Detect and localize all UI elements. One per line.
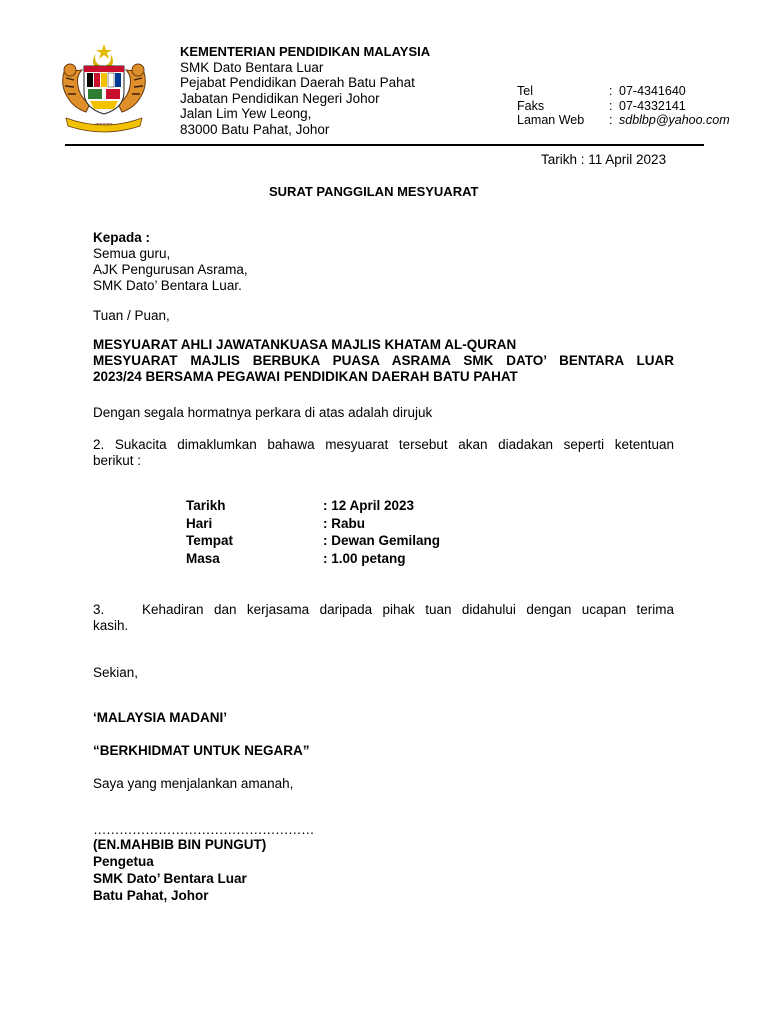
paragraph-thanks [93, 602, 674, 634]
contact-colon: : [609, 113, 613, 127]
detail-value: : Dewan Gemilang [323, 533, 441, 548]
contact-colon: : [609, 84, 613, 98]
ministry-name: KEMENTERIAN PENDIDIKAN MALAYSIA [180, 44, 431, 59]
detail-value: : Rabu [323, 516, 365, 531]
signature-block [93, 836, 266, 904]
state-department: Jabatan Pendidikan Negeri Johor [180, 90, 380, 106]
meeting-details [186, 498, 486, 570]
subject-line: 2023/24 BERSAMA PEGAWAI PENDIDIKAN DAERAH BATU PAHAT [93, 369, 518, 384]
contact-label: Faks [517, 98, 545, 113]
paragraph-line: berikut : [93, 453, 142, 468]
contact-block [517, 84, 747, 132]
closing: Sekian, [93, 665, 139, 680]
subject-block [93, 337, 674, 385]
subject-line: MESYUARAT MAJLIS BERBUKA PUASA ASRAMA SMK DATO’ BENTARA LUAR [93, 353, 674, 368]
paragraph-announcement [93, 437, 674, 469]
contact-label: Laman Web [517, 113, 585, 127]
signatory-title: Pengetua [93, 854, 154, 869]
school-name: SMK Dato Bentara Luar [180, 59, 324, 75]
detail-label: Tempat [186, 533, 234, 548]
detail-label: Tarikh [186, 498, 226, 513]
recipient-label: Kepada : [93, 230, 151, 245]
paragraph-line-1 [93, 602, 674, 618]
svg-text:▪▪▪▪▪▪▪▪▪▪▪▪: ▪▪▪▪▪▪▪▪▪▪▪▪ [95, 121, 113, 126]
recipient-line: AJK Pengurusan Asrama, [93, 262, 248, 277]
detail-value: : 1.00 petang [323, 551, 406, 566]
contact-fax [517, 99, 747, 114]
recipient-block [93, 230, 248, 294]
salutation: Tuan / Puan, [93, 308, 170, 323]
organization-block [180, 44, 430, 138]
signatory-name: (EN.MAHBIB BIN PUNGUT) [93, 837, 267, 852]
contact-email: sdblbp@yahoo.com [619, 113, 730, 127]
contact-web [517, 113, 747, 128]
motto-berkhidmat: “BERKHIDMAT UNTUK NEGARA” [93, 743, 310, 758]
recipient-line: SMK Dato’ Bentara Luar. [93, 278, 242, 293]
letter-title: SURAT PANGGILAN MESYUARAT [269, 184, 479, 199]
letter-date: Tarikh : 11 April 2023 [541, 152, 667, 167]
amanah-line: Saya yang menjalankan amanah, [93, 776, 294, 791]
motto-malaysia-madani: ‘MALAYSIA MADANI’ [93, 710, 228, 725]
signatory-location: Batu Pahat, Johor [93, 888, 209, 903]
contact-value: 07-4332141 [619, 98, 686, 113]
paragraph-line: kasih. [93, 618, 129, 633]
address-city: 83000 Batu Pahat, Johor [180, 121, 330, 137]
detail-value: : 12 April 2023 [323, 498, 415, 513]
signature-dots: …………………………………………… [93, 822, 314, 837]
header-divider [65, 144, 704, 146]
district-office: Pejabat Pendidikan Daerah Batu Pahat [180, 75, 415, 91]
contact-label: Tel [517, 84, 533, 98]
paragraph-number: 3. [93, 602, 105, 617]
recipient-line: Semua guru, [93, 246, 171, 261]
contact-value: 07-4341640 [619, 84, 686, 98]
contact-tel [517, 84, 747, 99]
paragraph-line: 2. Sukacita dimaklumkan bahawa mesyuarat tersebut akan diadakan seperti ketentuan [93, 437, 674, 452]
detail-label: Hari [186, 516, 213, 531]
coat-of-arms-logo [56, 42, 152, 138]
detail-label: Masa [186, 551, 220, 566]
paragraph-reference: Dengan segala hormatnya perkara di atas adalah dirujuk [93, 405, 433, 420]
signatory-school: SMK Dato’ Bentara Luar [93, 871, 247, 886]
subject-line: MESYUARAT AHLI JAWATANKUASA MAJLIS KHATAM AL-QURAN [93, 337, 517, 352]
paragraph-line: Kehadiran dan kerjasama daripada pihak tuan didahului dengan ucapan terima [142, 602, 674, 617]
contact-colon: : [609, 98, 613, 113]
address-street: Jalan Lim Yew Leong, [180, 106, 312, 122]
